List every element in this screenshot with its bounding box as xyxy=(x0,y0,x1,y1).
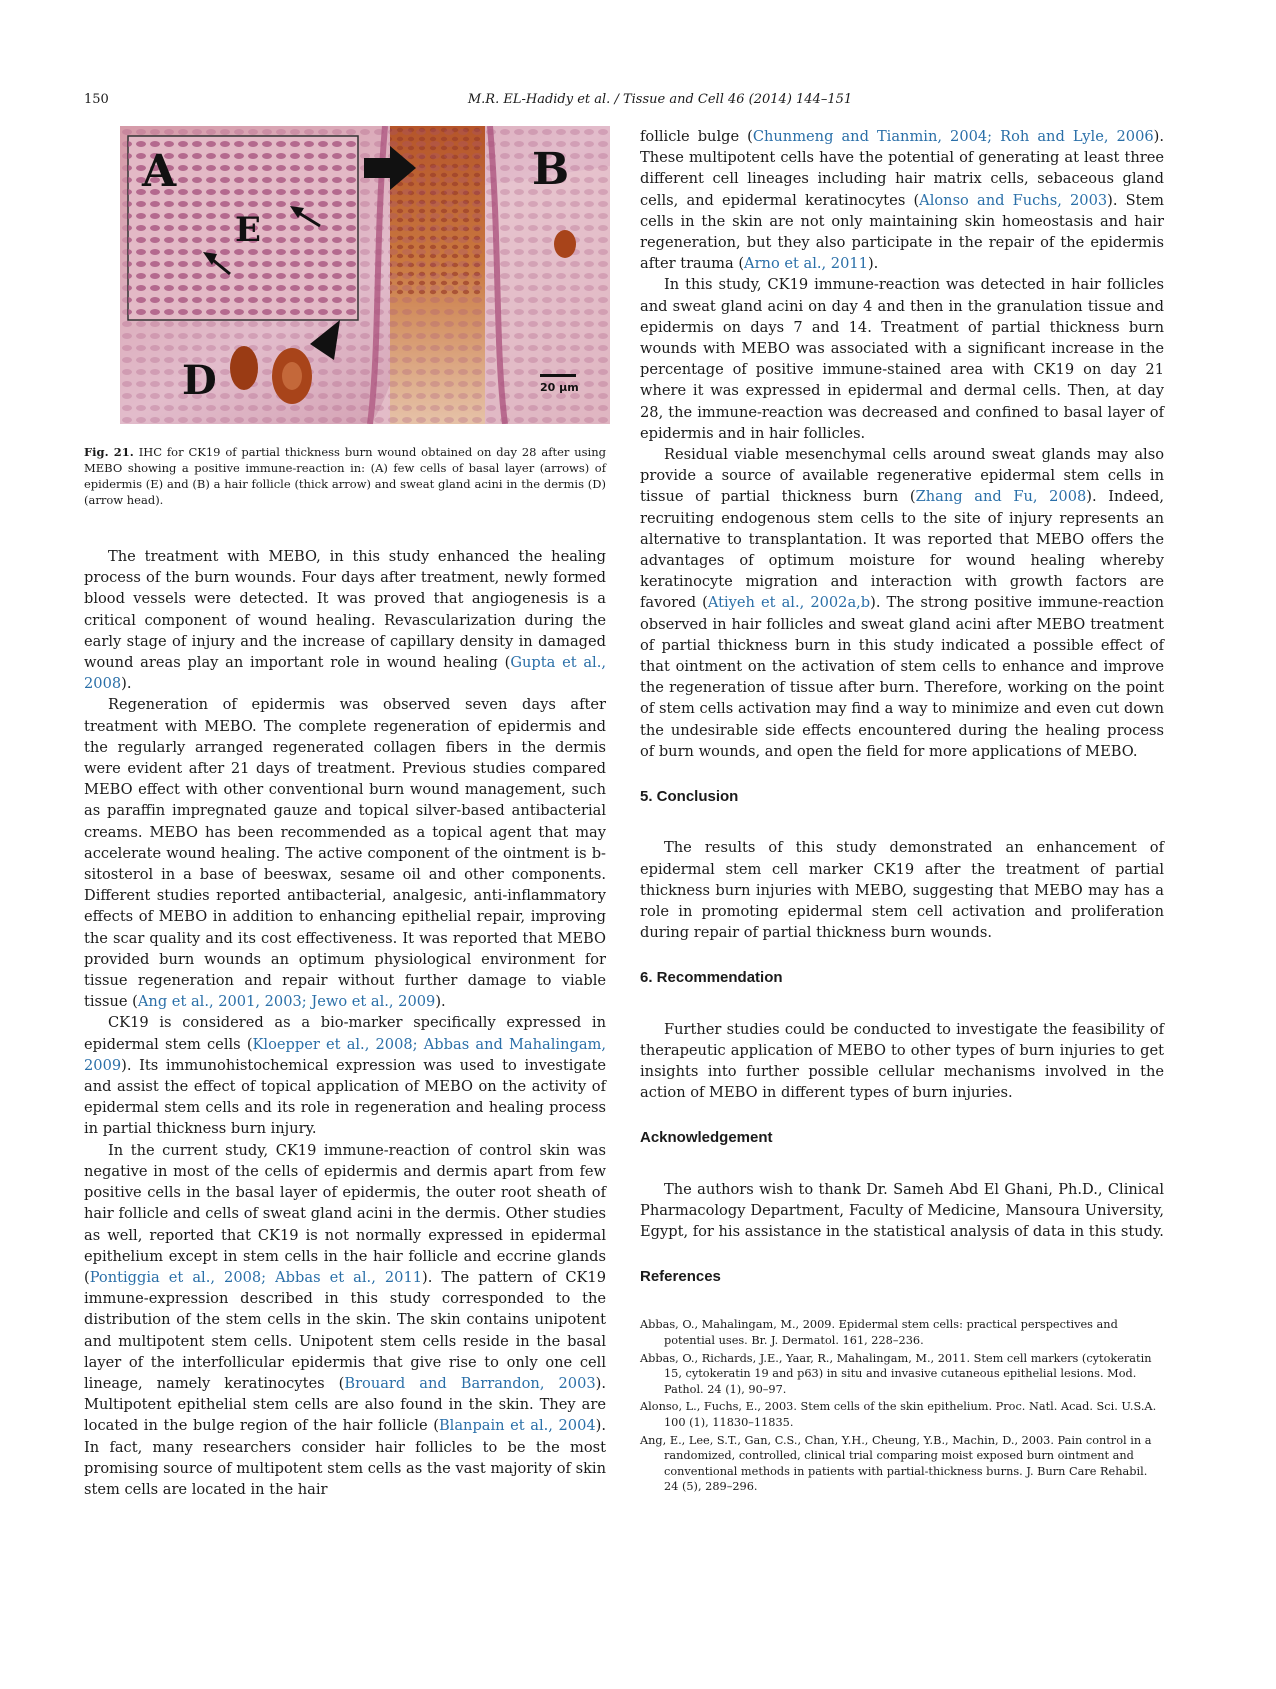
acknowledgement-paragraph: The authors wish to thank Dr. Sameh Abd El Ghani, Ph.D., Clinical Pharmacology Department, Faculty of Medicine, Mansoura University, Egypt, for his assistance in the statistical analysis of data in this study. xyxy=(640,1180,1164,1240)
citation-link[interactable]: Blanpain et al., 2004 xyxy=(438,1417,596,1435)
citation-link[interactable]: Zhang and Fu, 2008 xyxy=(915,488,1087,506)
reference-item: Ang, E., Lee, S.T., Gan, C.S., Chan, Y.H., Cheung, Y.B., Machin, D., 2003. Pain control in a randomized, controlled, clinical trial comparing moist exposed burn ointment and conventional methods in patients with partial-thickness burns. J. Burn Care Rehabil. 24 (5), 289–296. xyxy=(640,1433,1152,1494)
text-run: In the current study, CK19 immune-reaction of control skin was negative in most of the cells of epidermis and dermis apart from few positive cells in the basal layer of epidermis, the outer root sheath of hair follicle and cells of sweat gland acini in the dermis. Other studies as well, reported that CK19 is not normally expressed in epidermal epithelium except in stem cells in the hair follicle and eccrine glands ( xyxy=(84,1141,606,1286)
micrograph-image xyxy=(120,126,610,424)
panel-label-e: E xyxy=(235,210,261,250)
page-number: 150 xyxy=(84,92,109,107)
left-column xyxy=(84,126,606,1500)
text-run: ). Multipotent epithelial stem cells are also found in the skin. They are located in the bulge region of the hair follicle ( xyxy=(84,1374,606,1435)
text-run: ). The strong positive immune-reaction observed in hair follicles and sweat gland acini after MEBO treatment of partial thickness burn in this study indicated a possible effect of that ointment on the activation of stem cells to enhance and improve the regeneration of tissue after burn. Therefore, working on the point of stem cells activation may find a way to minimize and even cut down the undesirable side effects encountered during the healing process of burn wounds, and open the field for more applications of MEBO. xyxy=(640,594,1164,760)
running-head: M.R. EL-Hadidy et al. / Tissue and Cell 46 (2014) 144–151 xyxy=(467,92,853,107)
reference-item: Alonso, L., Fuchs, E., 2003. Stem cells of the skin epithelium. Proc. Natl. Acad. Sci. U.S.A. 100 (1), 11830–11835. xyxy=(640,1400,1157,1429)
panel-label-d: D xyxy=(182,357,217,404)
citation-link[interactable]: Brouard and Barrandon, 2003 xyxy=(344,1374,596,1392)
left-paragraph-3 xyxy=(84,1012,606,1139)
citation-link[interactable]: Arno et al., 2011 xyxy=(744,255,868,273)
citation-link[interactable]: Chunmeng and Tianmin, 2004; Roh and Lyle, 2006 xyxy=(752,128,1154,145)
figure-caption xyxy=(84,444,606,508)
citation-link[interactable]: Kloepper et al., 2008; Abbas and Mahalingam, 2009 xyxy=(84,1035,606,1074)
section-heading-references: References xyxy=(640,1268,721,1286)
panel-label-a: A xyxy=(142,146,177,197)
section-heading-conclusion: 5. Conclusion xyxy=(640,788,739,806)
right-paragraph-3 xyxy=(640,444,1164,762)
text-run: ). Its immunohistochemical expression was used to investigate and assist the effect of topical application of MEBO on the activity of epidermal stem cells and its role in regeneration and healing process in partial thickness burn injury. xyxy=(84,1056,606,1138)
caption-label: Fig. 21. xyxy=(84,445,134,459)
reference-item: Abbas, O., Mahalingam, M., 2009. Epidermal stem cells: practical perspectives and potential uses. Br. J. Dermatol. 161, 228–236. xyxy=(640,1318,1118,1347)
text-run: ). xyxy=(867,255,879,273)
text-run: CK19 is considered as a bio-marker specifically expressed in epidermal stem cells ( xyxy=(84,1014,606,1053)
caption-text: IHC for CK19 of partial thickness burn wound obtained on day 28 after using MEBO showing a positive immune-reaction in: (A) few cells of basal layer (arrows) of epidermis (E) and (B) a hair follicle (thick arrow) and sweat gland acini in the dermis (D) (arrow head). xyxy=(84,445,606,507)
figure-21-micrograph xyxy=(120,126,610,424)
right-paragraph-1 xyxy=(640,126,1164,274)
text-run: The treatment with MEBO, in this study enhanced the healing process of the burn wounds. Four days after treatment, newly formed blood vessels were detected. It was proved that angiogenesis is a critical component of wound healing. Revascularization during the early stage of injury and the increase of capillary density in damaged wound areas play an important role in wound healing ( xyxy=(84,548,606,672)
left-paragraph-4 xyxy=(84,1140,606,1500)
reference-list xyxy=(640,1317,1164,1495)
citation-link[interactable]: Ang et al., 2001, 2003; Jewo et al., 2009 xyxy=(137,993,436,1011)
scale-bar-label: 20 µm xyxy=(540,381,579,394)
citation-link[interactable]: Alonso and Fuchs, 2003 xyxy=(919,191,1108,209)
recommendation-paragraph: Further studies could be conducted to investigate the feasibility of therapeutic application of MEBO to other types of burn injuries to get insights into further possible cellular mechanisms involved in the action of MEBO in different types of burn injuries. xyxy=(640,1020,1164,1102)
text-run: ). The pattern of CK19 immune-expression described in this study corresponded to the distribution of the stem cells in the skin. The skin contains unipotent and multipotent stem cells. Unipotent stem cells reside in the basal layer of the interfollicular epidermis that give rise to only one cell lineage, namely keratinocytes ( xyxy=(84,1268,606,1392)
text-run: Regeneration of epidermis was observed seven days after treatment with MEBO. The complete regeneration of epidermis and the regularly arranged regenerated collagen fibers in the dermis were evident after 21 days of treatment. Previous studies compared MEBO effect with other conventional burn wound management, such as paraffin impregnated gauze and topical silver-based antibacterial creams. MEBO has been recommended as a topical agent that may accelerate wound healing. The active component of the ointment is b-sitosterol in a base of beeswax, sesame oil and other components. Different studies reported antibacterial, analgesic, anti-inflammatory effects of MEBO in addition to enhancing epithelial repair, improving the scar quality and its cost effectiveness. It was reported that MEBO provided burn wounds an optimum physiological environment for tissue regeneration and repair without further damage to viable tissue ( xyxy=(84,696,606,1011)
text-run: ). These multipotent cells have the potential of generating at least three different cell lineages including hair matrix cells, sebaceous gland cells, and epidermal keratinocytes ( xyxy=(640,128,1164,209)
reference-item: Abbas, O., Richards, J.E., Yaar, R., Mahalingam, M., 2011. Stem cell markers (cytokeratin 15, cytokeratin 19 and p63) in situ and invasive cutaneous epithelial lesions. Mod. Pathol. 24 (1), 90–97. xyxy=(640,1351,1152,1396)
text-run: ). xyxy=(435,993,446,1011)
left-paragraph-2 xyxy=(84,694,606,1012)
right-column xyxy=(640,126,1164,1497)
text-run: Residual viable mesenchymal cells around sweat glands may also provide a source of available regenerative epidermal stem cells in tissue of partial thickness burn ( xyxy=(640,446,1164,506)
section-heading-recommendation: 6. Recommendation xyxy=(640,969,783,987)
citation-link[interactable]: Atiyeh et al., 2002a,b xyxy=(707,594,871,612)
text-run: ). Stem cells in the skin are not only maintaining skin homeostasis and hair regeneration, but they also participate in the repair of the epidermis after trauma ( xyxy=(640,191,1164,273)
text-run: ). xyxy=(121,675,132,693)
citation-link[interactable]: Gupta et al., 2008 xyxy=(84,654,606,693)
scale-bar xyxy=(540,374,579,394)
citation-link[interactable]: Pontiggia et al., 2008; Abbas et al., 2011 xyxy=(89,1268,423,1286)
section-heading-acknowledgement: Acknowledgement xyxy=(640,1129,773,1147)
text-run: ). In fact, many researchers consider hair follicles to be the most promising source of multipotent stem cells as the vast majority of skin stem cells are located in the hair xyxy=(84,1417,606,1498)
panel-label-b: B xyxy=(532,144,570,195)
left-paragraph-1 xyxy=(84,546,606,694)
conclusion-paragraph: The results of this study demonstrated an enhancement of epidermal stem cell marker CK19 after the treatment of partial thickness burn injuries with MEBO, suggesting that MEBO may has a role in promoting epidermal stem cell activation and proliferation during repair of partial thickness burn wounds. xyxy=(640,839,1164,942)
text-run: follicle bulge ( xyxy=(640,128,753,145)
right-paragraph-2: In this study, CK19 immune-reaction was detected in hair follicles and sweat gland acini on day 4 and then in the granulation tissue and epidermis on days 7 and 14. Treatment of partial thickness burn wounds with MEBO was associated with a significant increase in the percentage of positive immune-stained area with CK19 on day 21 where it was expressed in epidermal and dermal cells. Then, at day 28, the immune-reaction was decreased and confined to basal layer of epidermis and in hair follicles. xyxy=(640,276,1164,442)
text-run: ). Indeed, recruiting endogenous stem cells to the site of injury represents an alternative to transplantation. It was reported that MEBO offers the advantages of optimum moisture for wound healing whereby keratinocyte migration and interaction with growth factors are favored ( xyxy=(640,488,1164,612)
